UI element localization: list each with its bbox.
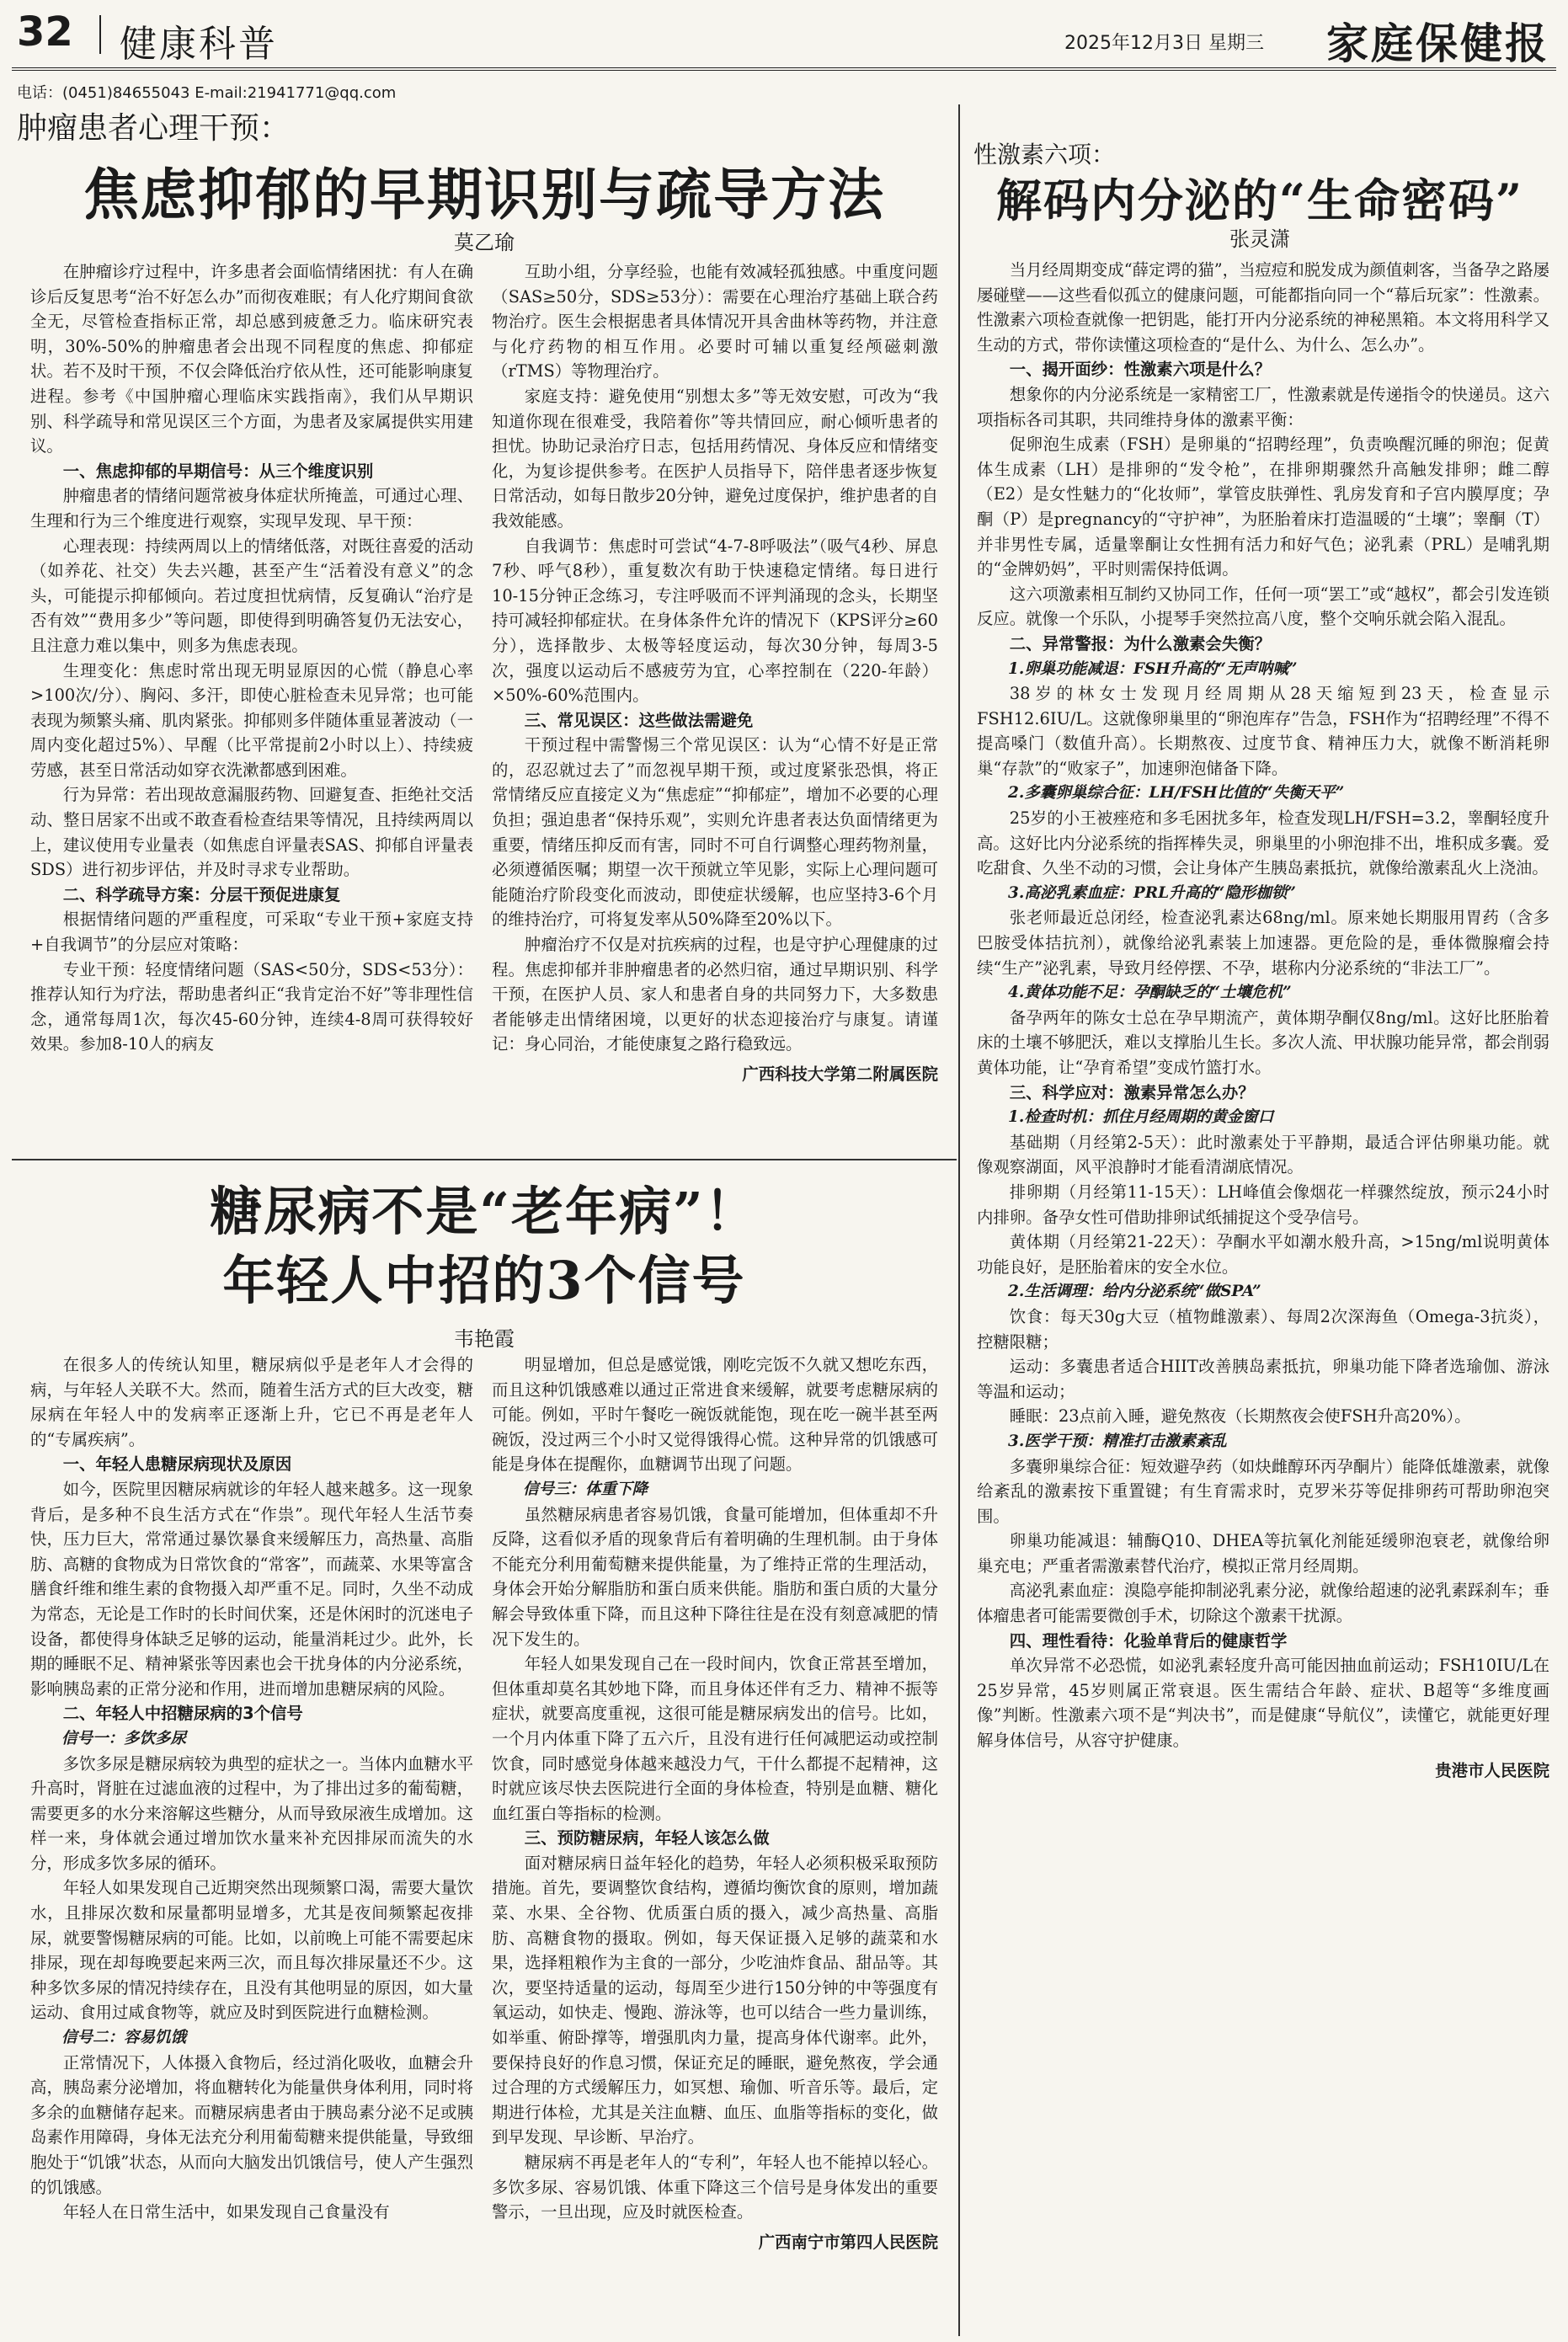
- paragraph: 肿瘤治疗不仅是对抗疾病的过程，也是守护心理健康的过程。焦虑抑郁并非肿瘤患者的必然归宿，通过早期识别、科学干预，在医护人员、家人和患者自身的共同努力下，大多数患者能够走出情绪困境，以更好的状态迎接治疗与康复。请谨记：身心同治，才能使康复之路行稳致远。: [492, 935, 938, 1054]
- article2-author: 韦艳霞: [454, 1327, 515, 1351]
- subheading: 二、异常警报：为什么激素会失衡？: [1009, 633, 1272, 654]
- article2-column-1: [30, 1352, 473, 2336]
- subheading: 2.生活调理：给内分泌系统“做SPA”: [1008, 1283, 1261, 1301]
- hospital-credit: 广西科技大学第二附属医院: [742, 1064, 938, 1084]
- issue-date: 2025年12月3日 星期三: [1064, 33, 1264, 54]
- subheading: 3.医学干预：精准打击激素紊乱: [1008, 1432, 1227, 1450]
- subheading: 三、科学应对：激素异常怎么办？: [1009, 1082, 1255, 1102]
- paragraph: 这六项激素相互制约又协同工作，任何一项“罢工”或“越权”，都会引发连锁反应。就像一个乐队，小提琴手突然拉高八度，整个交响乐就会陷入混乱。: [977, 584, 1549, 629]
- subheading: 4.黄体功能不足：孕酮缺乏的“土壤危机”: [1008, 984, 1292, 1002]
- paragraph: 行为异常：若出现故意漏服药物、回避复查、拒绝社交活动、整日居家不出或不敢查看检查结果等情况，且持续两周以上，建议使用专业量表（如焦虑自评量表SAS、抑郁自评量表SDS）进行初步评估，并及时寻求专业帮助。: [30, 785, 473, 880]
- article1-kicker: 肿瘤患者心理干预：: [17, 111, 291, 146]
- article2-title-line1: 糖尿病不是“老年病”！: [210, 1181, 759, 1242]
- paragraph: 卵巢功能减退：辅酶Q10、DHEA等抗氧化剂能延缓卵泡衰老，就像给卵巢充电；严重者需激素替代治疗，模拟正常月经周期。: [977, 1531, 1549, 1576]
- paragraph: 38岁的林女士发现月经周期从28天缩短到23天，检查显示FSH12.6IU/L。这就像卵巢里的“卵泡库存”告急，FSH作为“招聘经理”不得不提高嗓门（数值升高）。长期熬夜、过度节食、精神压力大，就像不断消耗卵巢“存款”的“败家子”，加速卵泡储备下降。: [977, 684, 1549, 778]
- paragraph: 糖尿病不再是老年人的“专利”，年轻人也不能掉以轻心。多饮多尿、容易饥饿、体重下降这三个信号是身体发出的重要警示，一旦出现，应及时就医检查。: [492, 2153, 938, 2222]
- article2-column-2: [492, 1352, 938, 2336]
- paragraph: 在肿瘤诊疗过程中，许多患者会面临情绪困扰：有人在确诊后反复思考“治不好怎么办”而彻夜难眠；有人化疗期间食欲全无，尽管检查指标正常，却总感到疲惫乏力。临床研究表明，30%-50%的肿瘤患者会出现不同程度的焦虑、抑郁症状。若不及时干预，不仅会降低治疗依从性，还可能影响康复进程。参考《中国肿瘤心理临床实践指南》，我们从早期识别、科学疏导和常见误区三个方面，为患者及家属提供实用建议。: [30, 262, 473, 456]
- article1-column-2: [492, 259, 938, 1152]
- paragraph: 虽然糖尿病患者容易饥饿，食量可能增加，但体重却不升反降，这看似矛盾的现象背后有着明确的生理机制。由于身体不能充分利用葡萄糖来提供能量，为了维持正常的生理活动，身体会开始分解脂肪和蛋白质来供能。脂肪和蛋白质的大量分解会导致体重下降，而且这种下降往往是在没有刻意减肥的情况下发生的。: [492, 1504, 938, 1649]
- paragraph: 干预过程中需警惕三个常见误区：认为“心情不好是正常的，忍忍就过去了”而忽视早期干预，或过度紧张恐惧，将正常情绪反应直接定义为“焦虑症”“抑郁症”，增加不必要的心理负担；强迫患者“保持乐观”，实则允许患者表达负面情绪更为重要，情绪压抑反而有害，同时不可自行调整心理药物剂量，必须遵循医嘱；期望一次干预就立竿见影，实际上心理问题可能随治疗阶段变化而波动，即使症状缓解，也应坚持3-6个月的维持治疗，可将复发率从50%降至20%以下。: [492, 735, 938, 930]
- paper-name: 家庭保健报: [1326, 19, 1549, 68]
- paragraph: 黄体期（月经第21-22天）：孕酮水平如潮水般升高，>15ng/ml说明黄体功能良好，是胚胎着床的安全水位。: [977, 1232, 1549, 1277]
- paragraph: 基础期（月经第2-5天）：此时激素处于平静期，最适合评估卵巢功能。就像观察湖面，风平浪静时才能看清湖底情况。: [977, 1132, 1549, 1177]
- article1-author: 莫乙瑜: [454, 231, 515, 254]
- paragraph: 家庭支持：避免使用“别想太多”等无效安慰，可改为“我知道你现在很难受，我陪着你”等共情回应，耐心倾听患者的担忧。协助记录治疗日志，包括用药情况、身体反应和情绪变化，为复诊提供参考。在医护人员指导下，陪伴患者逐步恢复日常活动，如每日散步20分钟，避免过度保护，维护患者的自我效能感。: [492, 386, 938, 531]
- paragraph: 单次异常不必恐慌，如泌乳素轻度升高可能因抽血前运动；FSH10IU/L在25岁异常，45岁则属正常衰退。医生需结合年龄、症状、B超等“多维度画像”判断。性激素六项不是“判决书”，而是健康“导航仪”，读懂它，就能更好理解身体信号，从容守护健康。: [977, 1656, 1549, 1751]
- paragraph: 面对糖尿病日益年轻化的趋势，年轻人必须积极采取预防措施。首先，要调整饮食结构，遵循均衡饮食的原则，增加蔬菜、水果、全谷物、优质蛋白质的摄入，减少高热量、高脂肪、高糖食物的摄取。例如，每天保证摄入足够的蔬菜和水果，选择粗粮作为主食的一部分，少吃油炸食品、甜品等。其次，要坚持适量的运动，每周至少进行150分钟的中等强度有氧运动，如快走、慢跑、游泳等，也可以结合一些力量训练，如举重、俯卧撑等，增强肌肉力量，提高身体代谢率。此外，要保持良好的作息习惯，保证充足的睡眠，避免熬夜，学会通过合理的方式缓解压力，如冥想、瑜伽、听音乐等。最后，定期进行体检，尤其是关注血糖、血压、血脂等指标的变化，做到早发现、早诊断、早治疗。: [492, 1853, 938, 2147]
- paragraph: 排卵期（月经第11-15天）：LH峰值会像烟花一样骤然绽放，预示24小时内排卵。备孕女性可借助排卵试纸捕捉这个受孕信号。: [977, 1182, 1549, 1227]
- paragraph: 想象你的内分泌系统是一家精密工厂，性激素就是传递指令的快递员。这六项指标各司其职，共同维持身体的激素平衡：: [977, 384, 1549, 429]
- contact-line: 电话：(0451)84655043 E-mail:21941771@qq.com: [17, 84, 397, 102]
- paragraph: 当月经周期变成“薛定谔的猫”，当痘痘和脱发成为颜值刺客，当备孕之路屡屡碰壁——这些看似孤立的健康问题，可能都指向同一个“幕后玩家”：性激素。性激素六项检查就像一把钥匙，能打开内分泌系统的神秘黑箱。本文将用科学又生动的方式，带你读懂这项检查的“是什么、为什么、怎么办”。: [977, 260, 1549, 355]
- masthead: [12, 8, 1556, 71]
- subheading: 三、常见误区：这些做法需避免: [524, 710, 754, 730]
- subheading: 1.卵巢功能减退：FSH升高的“无声呐喊”: [1008, 659, 1298, 678]
- paragraph: 张老师最近总闭经，检查泌乳素达68ng/ml。原来她长期服用胃药（含多巴胺受体拮抗剂），就像给泌乳素装上加速器。更危险的是，垂体微腺瘤会持续“生产”泌乳素，导致月经停摆、不孕，堪称内分泌系统的“非法工厂”。: [977, 908, 1549, 978]
- hospital-credit: 广西南宁市第四人民医院: [758, 2232, 938, 2252]
- paragraph: 自我调节：焦虑时可尝试“4-7-8呼吸法”（吸气4秒、屏息7秒、呼气8秒），重复数次有助于快速稳定情绪。每日进行10-15分钟正念练习，专注呼吸而不评判涌现的念头，长期坚持可减轻抑郁症状。在身体条件允许的情况下（KPS评分≥60分），选择散步、太极等轻度运动，每次30分钟，每周3-5次，强度以运动后不感疲劳为宜，心率控制在（220-年龄）×50%-60%范围内。: [492, 536, 938, 706]
- paragraph: 年轻人如果发现自己在一段时间内，饮食正常甚至增加，但体重却莫名其妙地下降，而且身体还伴有乏力、精神不振等症状，就要高度重视，这很可能是糖尿病发出的信号。比如，一个月内体重下降了五六斤，且没有进行任何减肥运动或控制饮食，同时感觉身体越来越没力气，干什么都提不起精神，这时就应该尽快去医院进行全面的身体检查，特别是血糖、糖化血红蛋白等指标的检测。: [492, 1654, 938, 1823]
- paragraph: 如今，医院里因糖尿病就诊的年轻人越来越多。这一现象背后，是多种不良生活方式在“作祟”。现代年轻人生活节奏快，压力巨大，常常通过暴饮暴食来缓解压力，高热量、高脂肪、高糖的食物成为日常饮食的“常客”，而蔬菜、水果等富含膳食纤维和维生素的食物摄入却严重不足。同时，久坐不动成为常态，无论是工作时的长时间伏案，还是休闲时的沉迷电子设备，都使得身体缺乏足够的运动，能量消耗过少。此外，长期的睡眠不足、精神紧张等因素也会干扰身体的内分泌系统，影响胰岛素的正常分泌和作用，进而增加患糖尿病的风险。: [30, 1479, 473, 1699]
- subheading: 一、揭开面纱：性激素六项是什么？: [1009, 360, 1272, 380]
- article1-title: 焦虑抑郁的早期识别与疏导方法: [83, 162, 885, 227]
- article2-title: [12, 1177, 957, 1315]
- masthead-divider: [99, 15, 101, 54]
- subheading: 3.高泌乳素血症：PRL升高的“隐形枷锁”: [1008, 883, 1296, 902]
- paragraph: 年轻人如果发现自己近期突然出现频繁口渴，需要大量饮水，且排尿次数和尿量都明显增多，尤其是夜间频繁起夜排尿，就要警惕糖尿病的可能。比如，以前晚上可能不需要起床排尿，现在却每晚要起来两三次，而且每次排尿量还不少。这种多饮多尿的情况持续存在，且没有其他明显的原因，如大量运动、食用过咸食物等，就应及时到医院进行血糖检测。: [30, 1878, 473, 2023]
- paragraph: 多囊卵巢综合征：短效避孕药（如炔雌醇环丙孕酮片）能降低雄激素，就像给紊乱的激素按下重置键；有生育需求时，克罗米芬等促排卵药可帮助卵泡突围。: [977, 1456, 1549, 1526]
- paragraph: 根据情绪问题的严重程度，可采取“专业干预+家庭支持+自我调节”的分层应对策略：: [30, 910, 473, 955]
- hospital-credit: 贵港市人民医院: [1435, 1760, 1549, 1780]
- paragraph: 饮食：每天30g大豆（植物雌激素）、每周2次深海鱼（Omega-3抗炎），控糖限糖；: [977, 1306, 1549, 1352]
- column-divider: [958, 104, 960, 2336]
- subheading: 一、焦虑抑郁的早期信号：从三个维度识别: [62, 461, 374, 481]
- paragraph: 生理变化：焦虑时常出现无明显原因的心慌（静息心率>100次/分）、胸闷、多汗，即使心脏检查未见异常；也可能表现为频繁头痛、肌肉紧张。抑郁则多伴随体重显著波动（一周内变化超过5%）、早醒（比平常提前2小时以上）、持续疲劳感，甚至日常活动如穿衣洗漱都感到困难。: [30, 660, 473, 780]
- article2-title-line2: 年轻人中招的3个信号: [222, 1250, 746, 1311]
- paragraph: 在很多人的传统认知里，糖尿病似乎是老年人才会得的病，与年轻人关联不大。然而，随着生活方式的巨大改变，糖尿病在年轻人中的发病率正逐渐上升，它已不再是老年人的“专属疾病”。: [30, 1355, 473, 1449]
- subheading: 信号一：多饮多尿: [61, 1729, 187, 1747]
- paragraph: 高泌乳素血症：溴隐亭能抑制泌乳素分泌，就像给超速的泌乳素踩刹车；垂体瘤患者可能需要微创手术，切除这个激素干扰源。: [977, 1581, 1549, 1626]
- subheading: 2.多囊卵巢综合征：LH/FSH比值的“失衡天平”: [1008, 784, 1345, 803]
- paragraph: 专业干预：轻度情绪问题（SAS<50分，SDS<53分）：推荐认知行为疗法，帮助患者纠正“我肯定治不好”等非理性信念，通常每周1次，每次45-60分钟，连续4-8周可获得较好效果。参加8-10人的病友: [30, 959, 473, 1054]
- paragraph: 心理表现：持续两周以上的情绪低落，对既往喜爱的活动（如养花、社交）失去兴趣，甚至产生“活着没有意义”的念头，可能提示抑郁倾向。若过度担忧病情，反复确认“治疗是否有效”“费用多少”等问题，即使得到明确答复仍无法安心，且注意力难以集中，则多为焦虑表现。: [30, 536, 473, 655]
- paragraph: 互助小组，分享经验，也能有效减轻孤独感。中重度问题（SAS≥50分，SDS≥53分）：需要在心理治疗基础上联合药物治疗。医生会根据患者具体情况开具舍曲林等药物，并注意与化疗药物的相互作用。必要时可辅以重复经颅磁刺激（rTMS）等物理治疗。: [492, 262, 938, 381]
- article1-column-1: [30, 259, 473, 1152]
- article3-title: 解码内分泌的“生命密码”: [995, 173, 1524, 227]
- paragraph: 备孕两年的陈女士总在孕早期流产，黄体期孕酮仅8ng/ml。这好比胚胎着床的土壤不够肥沃，难以支撑胎儿生长。多次人流、甲状腺功能异常，都会削弱黄体功能，让“孕育希望”变成竹篮打水。: [977, 1007, 1549, 1077]
- paragraph: 正常情况下，人体摄入食物后，经过消化吸收，血糖会升高，胰岛素分泌增加，将血糖转化为能量供身体利用，同时将多余的血糖储存起来。而糖尿病患者由于胰岛素分泌不足或胰岛素作用障碍，身体无法充分利用葡萄糖来提供能量，导致细胞处于“饥饿”状态，从而向大脑发出饥饿信号，使人产生强烈的饥饿感。: [30, 2052, 473, 2197]
- article3-author: 张灵潇: [1229, 227, 1290, 251]
- subheading: 二、科学疏导方案：分层干预促进康复: [62, 884, 341, 904]
- subheading: 三、预防糖尿病，年轻人该怎么做: [524, 1828, 770, 1849]
- paragraph: 明显增加，但总是感觉饿，刚吃完饭不久就又想吃东西，而且这种饥饿感难以通过正常进食来缓解，就要考虑糖尿病的可能。例如，平时午餐吃一碗饭就能饱，现在吃一碗半甚至两碗饭，没过两三个小时又觉得饿得心慌。这种异常的饥饿感可能是身体在提醒你，血糖调节出现了问题。: [492, 1355, 938, 1475]
- page-number: 32: [17, 8, 73, 56]
- subheading: 1.检查时机：抓住月经周期的黄金窗口: [1008, 1108, 1274, 1127]
- paragraph: 25岁的小王被痤疮和多毛困扰多年，检查发现LH/FSH=3.2，睾酮轻度升高。这好比内分泌系统的指挥棒失灵，卵巢里的小卵泡排不出，堆积成多囊。爱吃甜食、久坐不动的习惯，会让身体产生胰岛素抵抗，就像给激素乱火上浇油。: [977, 808, 1549, 878]
- subheading: 四、理性看待：化验单背后的健康哲学: [1009, 1630, 1288, 1651]
- subheading: 信号三：体重下降: [523, 1480, 648, 1498]
- article3-column: [977, 258, 1549, 2336]
- paragraph: 运动：多囊患者适合HIIT改善胰岛素抵抗，卵巢功能下降者选瑜伽、游泳等温和运动；: [977, 1357, 1549, 1401]
- article3-kicker: 性激素六项：: [973, 141, 1116, 168]
- subheading: 二、年轻人中招糖尿病的3个信号: [62, 1704, 303, 1724]
- paragraph: 多饮多尿是糖尿病较为典型的症状之一。当体内血糖水平升高时，肾脏在过滤血液的过程中，为了排出过多的葡萄糖，需要更多的水分来溶解这些糖分，从而导致尿液生成增加。这样一来，身体就会通过增加饮水量来补充因排尿而流失的水分，形成多饮多尿的循环。: [30, 1753, 473, 1873]
- subheading: 信号二：容易饥饿: [61, 2029, 187, 2047]
- subheading: 一、年轻人患糖尿病现状及原因: [62, 1454, 292, 1475]
- paragraph: 年轻人在日常生活中，如果发现自己食量没有: [62, 2202, 390, 2222]
- section-name: 健康科普: [120, 23, 278, 66]
- paragraph: 促卵泡生成素（FSH）是卵巢的“招聘经理”，负责唤醒沉睡的卵泡；促黄体生成素（LH）是排卵的“发令枪”，在排卵期骤然升高触发排卵；雌二醇（E2）是女性魅力的“化妆师”，掌管皮肤弹性、乳房发育和子宫内膜厚度；孕酮（P）是pregnancy的“守护神”，为胚胎着床打造温暖的“土壤”；睾酮（T）并非男性专属，适量睾酮让女性拥有活力和好气色；泌乳素（PRL）是哺乳期的“金牌奶妈”，平时则需保持低调。: [977, 435, 1549, 579]
- article-divider: [12, 1159, 957, 1160]
- paragraph: 肿瘤患者的情绪问题常被身体症状所掩盖，可通过心理、生理和行为三个维度进行观察，实现早发现、早干预：: [30, 486, 473, 531]
- paragraph: 睡眠：23点前入睡，避免熬夜（长期熬夜会使FSH升高20%）。: [1009, 1406, 1471, 1427]
